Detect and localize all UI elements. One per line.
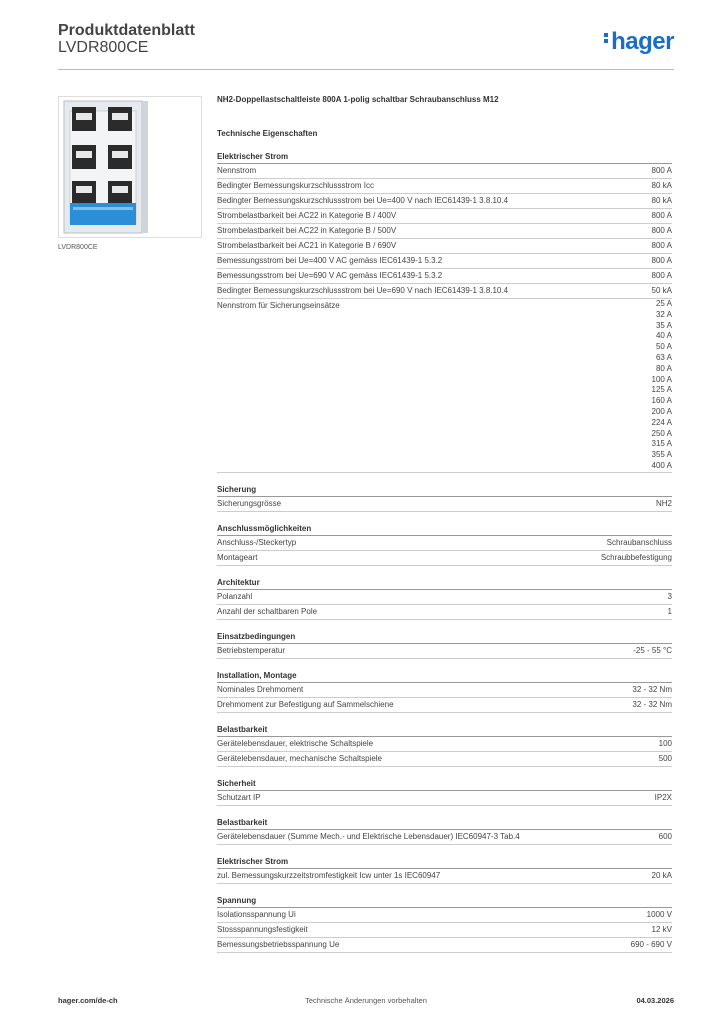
property-section <box>217 151 672 473</box>
hager-logo <box>604 28 674 56</box>
property-label: Bedingter Bemessungskurzschlussstrom bei Ue=400 V nach IEC61439-1 3.8.10.4 <box>217 196 509 205</box>
property-label: Bedingter Bemessungskurzschlussstrom bei Ue=690 V nach IEC61439-1 3.8.10.4 <box>217 286 509 295</box>
property-value: 1 <box>667 606 672 616</box>
property-value: 200 A <box>651 406 672 416</box>
property-value: 80 kA <box>651 196 672 205</box>
property-row <box>217 683 672 698</box>
property-value: 40 A <box>655 331 672 341</box>
page-header <box>58 22 674 70</box>
property-section <box>217 778 672 806</box>
property-label: Betriebstemperatur <box>217 645 286 655</box>
property-value: 125 A <box>651 385 672 395</box>
property-section <box>217 856 672 884</box>
property-row <box>217 605 672 620</box>
property-label: Strombelastbarkeit bei AC21 in Kategorie B / 690V <box>217 241 397 250</box>
property-row <box>217 551 672 566</box>
property-row <box>217 209 672 224</box>
property-row <box>217 536 672 551</box>
property-section <box>217 895 672 953</box>
property-label: Isolationsspannung Ui <box>217 909 296 919</box>
property-value: 800 A <box>651 241 672 250</box>
property-value: 63 A <box>655 352 672 362</box>
property-section <box>217 631 672 659</box>
product-description: NH2-Doppellastschaltleiste 800A 1-polig schaltbar Schraubanschluss M12 <box>217 95 499 104</box>
document-title: Produktdatenblatt <box>58 22 195 39</box>
property-label: Strombelastbarkeit bei AC22 in Kategorie B / 500V <box>217 226 397 235</box>
property-value: 800 A <box>651 211 672 220</box>
product-code: LVDR800CE <box>58 39 149 56</box>
datasheet-content <box>217 95 672 964</box>
property-value: 500 <box>658 753 672 763</box>
logo-text: hager <box>611 28 674 55</box>
section-title: Einsatzbedingungen <box>217 631 672 644</box>
property-label: Anschluss-/Steckertyp <box>217 537 297 547</box>
property-value: 25 A <box>655 299 672 308</box>
property-value: 50 kA <box>651 286 672 295</box>
product-image-caption: LVDR800CE <box>58 244 98 251</box>
footer-website-link[interactable]: hager.com/de-ch <box>58 996 118 1005</box>
section-title: Installation, Montage <box>217 670 672 683</box>
property-value: 80 kA <box>651 181 672 190</box>
property-label: Anzahl der schaltbaren Pole <box>217 606 318 616</box>
property-row <box>217 752 672 767</box>
properties-sections <box>217 151 672 953</box>
section-title: Anschlussmöglichkeiten <box>217 523 672 536</box>
property-section <box>217 577 672 620</box>
property-value: 800 A <box>651 271 672 280</box>
property-row <box>217 830 672 845</box>
section-title: Spannung <box>217 895 672 908</box>
property-label: Nennstrom für Sicherungseinsätze <box>217 301 340 310</box>
property-label: Polanzahl <box>217 591 253 601</box>
property-section <box>217 523 672 566</box>
property-row <box>217 239 672 254</box>
section-title: Elektrischer Strom <box>217 151 672 164</box>
section-title: Belastbarkeit <box>217 817 672 830</box>
property-value: 800 A <box>651 166 672 175</box>
property-label: Gerätelebensdauer, mechanische Schaltspiele <box>217 753 382 763</box>
property-row <box>217 938 672 953</box>
section-title: Elektrischer Strom <box>217 856 672 869</box>
property-row <box>217 908 672 923</box>
fuse-switch-rail-icon <box>59 97 201 237</box>
property-row <box>217 737 672 752</box>
property-value: 800 A <box>651 256 672 265</box>
property-label: Montageart <box>217 552 258 562</box>
property-row <box>217 497 672 512</box>
property-label: Nominales Drehmoment <box>217 684 304 694</box>
property-row <box>217 194 672 209</box>
property-value: 160 A <box>651 396 672 406</box>
property-label: Bemessungsbetriebsspannung Ue <box>217 939 340 949</box>
property-value: 80 A <box>655 363 672 373</box>
logo-dots-icon <box>604 31 609 45</box>
property-row <box>217 254 672 269</box>
property-value: Schraubanschluss <box>606 537 672 547</box>
property-row <box>217 179 672 194</box>
property-value: 600 <box>658 831 672 841</box>
footer-date: 04.03.2026 <box>636 996 674 1005</box>
property-row <box>217 284 672 299</box>
property-label: Stossspannungsfestigkeit <box>217 924 308 934</box>
property-label: Gerätelebensdauer, elektrische Schaltspiele <box>217 738 374 748</box>
property-label: Strombelastbarkeit bei AC22 in Kategorie B / 400V <box>217 211 397 220</box>
property-label: Bedingter Bemessungskurzschlussstrom Icc <box>217 181 374 190</box>
property-section <box>217 817 672 845</box>
property-value: 250 A <box>651 428 672 438</box>
property-value: -25 - 55 °C <box>633 645 672 655</box>
property-value: 32 - 32 Nm <box>632 699 672 709</box>
property-label: Nennstrom <box>217 166 257 175</box>
product-image <box>58 96 202 238</box>
property-label: Drehmoment zur Befestigung auf Sammelschiene <box>217 699 394 709</box>
property-row <box>217 644 672 659</box>
property-label: Sicherungsgrösse <box>217 498 282 508</box>
property-label: Bemessungsstrom bei Ue=690 V AC gemäss IEC61439-1 5.3.2 <box>217 271 443 280</box>
property-value: 12 kV <box>651 924 672 934</box>
property-value: 20 kA <box>651 870 672 880</box>
property-label: Schutzart IP <box>217 792 261 802</box>
section-title: Architektur <box>217 577 672 590</box>
property-value-list <box>652 299 672 472</box>
property-section <box>217 484 672 512</box>
property-value: 100 <box>658 738 672 748</box>
property-value: 100 A <box>651 374 672 384</box>
property-value: Schraubbefestigung <box>600 552 672 562</box>
property-label: Gerätelebensdauer (Summe Mech.- und Elektrische Lebensdauer) IEC60947-3 Tab.4 <box>217 831 520 841</box>
property-row-multi <box>217 299 672 473</box>
property-value: 35 A <box>655 320 672 330</box>
property-row <box>217 791 672 806</box>
property-value: 800 A <box>651 226 672 235</box>
section-title: Belastbarkeit <box>217 724 672 737</box>
property-row <box>217 869 672 884</box>
property-value: 3 <box>667 591 672 601</box>
property-label: Bemessungsstrom bei Ue=400 V AC gemäss IEC61439-1 5.3.2 <box>217 256 443 265</box>
section-title: Sicherheit <box>217 778 672 791</box>
property-value: 32 A <box>655 309 672 319</box>
tech-properties-heading: Technische Eigenschaften <box>217 129 318 138</box>
property-value: IP2X <box>654 792 672 802</box>
property-value: 690 - 690 V <box>630 939 672 949</box>
property-value: 224 A <box>651 417 672 427</box>
property-value: 1000 V <box>646 909 672 919</box>
footer-notice: Technische Änderungen vorbehalten <box>305 996 427 1005</box>
property-row <box>217 698 672 713</box>
property-value: 400 A <box>651 460 672 470</box>
property-row <box>217 269 672 284</box>
property-value: 355 A <box>651 450 672 460</box>
property-row <box>217 224 672 239</box>
property-row <box>217 923 672 938</box>
property-value: 32 - 32 Nm <box>632 684 672 694</box>
property-section <box>217 670 672 713</box>
property-value: 315 A <box>651 439 672 449</box>
property-section <box>217 724 672 767</box>
property-value: NH2 <box>655 498 672 508</box>
section-title: Sicherung <box>217 484 672 497</box>
property-value: 50 A <box>655 342 672 352</box>
property-row <box>217 164 672 179</box>
property-label: zul. Bemessungskurzzeitstromfestigkeit Icw unter 1s IEC60947 <box>217 870 441 880</box>
property-row <box>217 590 672 605</box>
